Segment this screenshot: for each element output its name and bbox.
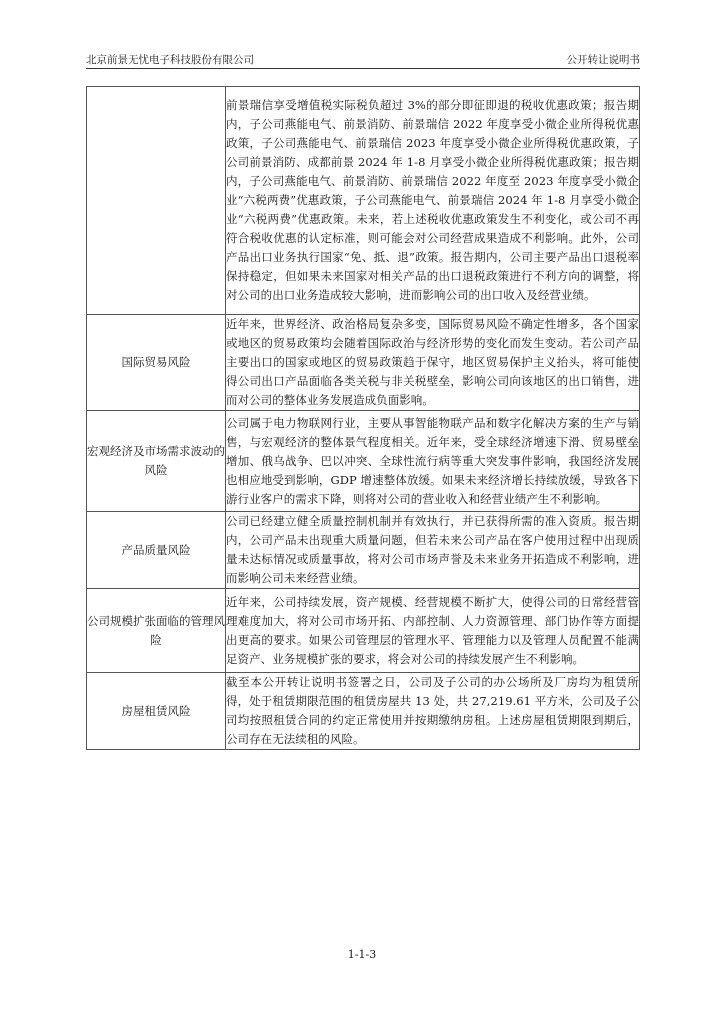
table-row — [87, 673, 640, 750]
risk-name-cell — [87, 87, 226, 315]
document-type: 公开转让说明书 — [566, 54, 640, 66]
risk-description-cell: 近年来，世界经济、政治格局复杂多变，国际贸易风险不确定性增多，各个国家或地区的贸易政策均会随着国际政治与经济形势的变化而发生变动。若公司产品主要出口的国家或地区的贸易政策趋于保守，地区贸易保护主义抬头，将可能使得公司出口产品面临各类关税与非关税壁垒，影响公司向该地区的出口销售，进而对公司的整体业务发展造成负面影响。 — [226, 315, 640, 411]
company-name: 北京前景无忧电子科技股份有限公司 — [86, 54, 254, 66]
risk-name-cell: 国际贸易风险 — [87, 315, 226, 411]
risk-description-cell: 近年来，公司持续发展，资产规模、经营规模不断扩大，使得公司的日常经营管理难度加大，将对公司市场开拓、内部控制、人力资源管理、部门协作等方面提出更高的要求。如果公司管理层的管理水平、管理能力以及管理人员配置不能满足资产、业务规模扩张的要求，将会对公司的持续发展产生不利影响。 — [226, 589, 640, 673]
table-row — [87, 411, 640, 512]
risk-description-cell: 前景瑞信享受增值税实际税负超过 3%的部分即征即退的税收优惠政策；报告期内，子公司燕能电气、前景消防、前景瑞信 2022 年度享受小微企业所得税优惠政策，子公司燕能电气、前景瑞信 2023 年度享受小微企业所得税优惠政策，子公司前景消防、成都前景 2024 年 1-8 月享受小微企业所得税优惠政策；报告期内，子公司燕能电气、前景消防、前景瑞信 2022 年度至 2023 年度享受小微企业“六税两费”优惠政策，子公司燕能电气、前景瑞信 2024 年 1-8 月享受小微企业“六税两费”优惠政策。未来，若上述税收优惠政策发生不利变化，或公司不再符合税收优惠的认定标准，则可能会对公司经营成果造成不利影响。此外，公司产品出口业务执行国家“免、抵、退”政策。报告期内，公司主要产品出口退税率保持稳定，但如果未来国家对相关产品的出口退税政策进行不利方向的调整，将对公司的出口业务造成较大影响，进而影响公司的出口收入及经营业绩。 — [226, 87, 640, 315]
risk-description-cell: 公司已经建立健全质量控制机制并有效执行，并已获得所需的准入资质。报告期内，公司产品未出现重大质量问题，但若未来公司产品在客户使用过程中出现质量未达标情况或质量事故，将对公司市场声誉及未来业务开拓造成不利影响，进而影响公司未来经营业绩。 — [226, 512, 640, 589]
table-row — [87, 589, 640, 673]
risk-name-cell: 产品质量风险 — [87, 512, 226, 589]
table-row — [87, 512, 640, 589]
risk-description-cell: 截至本公开转让说明书签署之日，公司及子公司的办公场所及厂房均为租赁所得，处于租赁期限范围的租赁房屋共 13 处，共 27,219.61 平方米，公司及子公司均按照租赁合同的约定正常使用并按期缴纳房租。上述房屋租赁期限到期后，公司存在无法续租的风险。 — [226, 673, 640, 750]
risk-table — [86, 86, 640, 750]
header-divider — [86, 68, 640, 69]
table-row — [87, 87, 640, 315]
risk-name-cell: 房屋租赁风险 — [87, 673, 226, 750]
page-header — [86, 52, 640, 68]
page-number: 1-1-3 — [347, 948, 377, 961]
risk-name-cell: 公司规模扩张面临的管理风险 — [87, 589, 226, 673]
table-row — [87, 315, 640, 411]
risk-name-cell: 宏观经济及市场需求波动的风险 — [87, 411, 226, 512]
risk-description-cell: 公司属于电力物联网行业，主要从事智能物联产品和数字化解决方案的生产与销售，与宏观经济的整体景气程度相关。近年来，受全球经济增速下滑、贸易壁垒增加、俄乌战争、巴以冲突、全球性流行病等重大突发事件影响，我国经济发展也相应地受到影响，GDP 增速整体放缓。如果未来经济增长持续放缓，导致各下游行业客户的需求下降，则将对公司的营业收入和经营业绩产生不利影响。 — [226, 411, 640, 512]
